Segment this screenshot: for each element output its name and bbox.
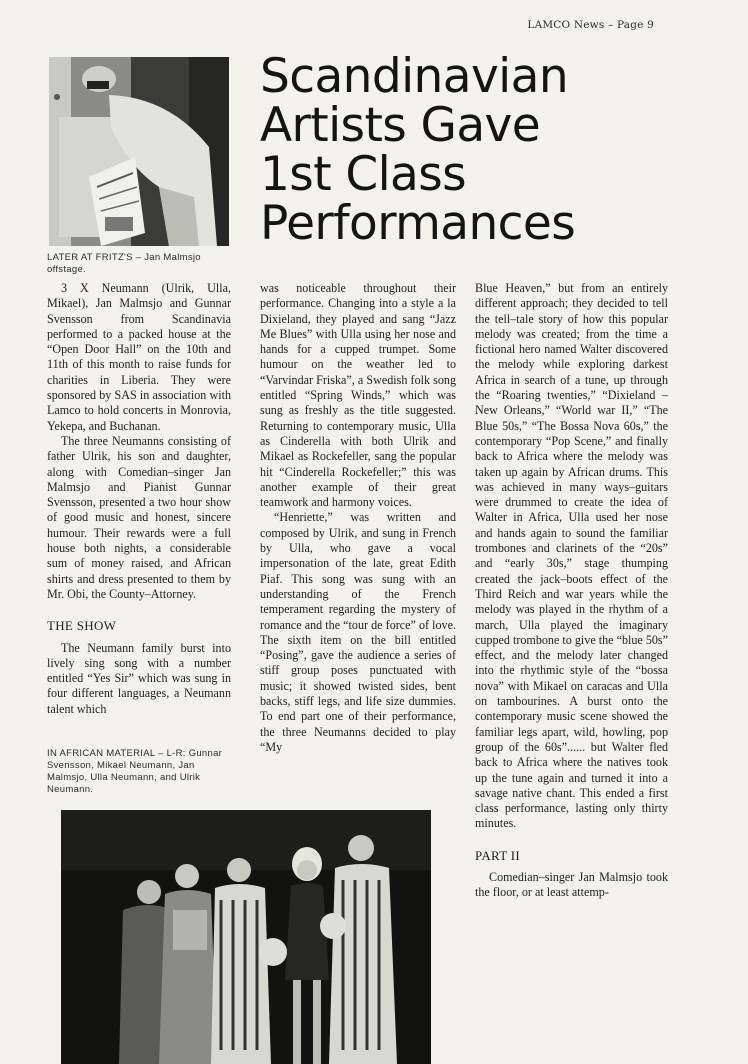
photo-caption-african-material: IN AFRICAN MATERIAL – L-R: Gunnar Svensson, Mikael Neumann, Jan Malmsjo, Ulla Neumann, and Ulrik Neumann. — [47, 748, 223, 795]
article-column-2 — [260, 281, 456, 755]
photo-caption-offstage: LATER AT FRITZ'S – Jan Malmsjo offstage. — [47, 252, 201, 275]
section-heading-part-ii: PART II — [475, 847, 521, 863]
paragraph: “Henriette,” was written and composed by Ulrik, and sung in French by Ulla, who gave a vocal impersonation of the late, great Edith Piaf. This song was sung with an understanding of the French temperament regarding the mystery of romance and the “tour de force” of love. The sixth item on the bill entitled “Posing”, gave the audience a series of stiff group poses punctuated with music; it showed twisted sides, bent backs, stiff legs, and life size dummies. To end part one of their performance, the three Neumanns decided to play “My — [260, 510, 456, 754]
headline-line-4: Performances — [260, 196, 576, 251]
headline — [260, 49, 630, 251]
photo-offstage — [49, 57, 229, 246]
headline-line-3: 1st Class — [260, 147, 467, 202]
paragraph: was noticeable throughout their performance. Changing into a style a la Dixieland, they played and sang “Jazz Me Blues” with Ulla using her nose and hands for a cupped trumpet. Some humour on the weather led to “Varvindar Friska”, a Swedish folk song entitled “Spring Winds,” which was sung as freshly as the title suggested. Returning to contemporary music, Ulla as Cinderella with both Ulrik and Mikael as Rockefeller, sang the popular hit “Cinderella Rockefeller;” this was another example of their great teamwork and harmony voices. — [260, 281, 456, 510]
running-head: LAMCO News – Page 9 — [527, 19, 654, 31]
paragraph: Blue Heaven,” but from an entirely different approach; they decided to tell the tell–tale story of how this popular melody was created; from the time a fictional hero named Walter discovered the melody while exploring darkest Africa in search of a tune, up through the “Roaring twenties,” “Dixieland – New Orleans,” “World war II,” “The Blue 50s,” “The Bossa Nova 60s,” the contemporary “Pop Scene,” and finally back to Africa where the melody was taken up again by African drums. This was achieved in many ways–guitars were drummed to create the idea of Walter in Africa, Ulla used her nose and hands again to sound the familiar trombones and clarinets of the “20s” and “early 30s,” stage thumping created the jack–boots effect of the Third Reich and war years while the melody was played in the rhythm of a march, Ulla played the imaginary cupped trombone to give the “blue 50s” effect, and the melody later changed into the rhythmic style of the “bossa nova” with Mikael on caracas and Ulla on tambourines. A burst onto the contemporary music scene showed the familiar legs apart, wild, howling, pop group of the 60s”...... but Walter fled back to Africa where the natives took up the tune again and turned it into a savage native chant. This ended a first class performance, lasting only thirty minutes. — [475, 281, 668, 831]
paragraph: The Neumann family burst into lively sing song with a number entitled “Yes Sir” which was sung in four different languages, a Neumann talent which — [47, 640, 231, 716]
article-column-1 — [47, 281, 231, 717]
photo-performers-stage — [61, 810, 431, 1064]
paragraph: Comedian–singer Jan Malmsjo took the floor, or at least attemp- — [475, 869, 668, 900]
paragraph: 3 X Neumann (Ulrik, Ulla, Mikael), Jan Malmsjo and Gunnar Svensson from Scandinavia performed to a packed house at the “Open Door Hall” on the 10th and 11th of this month to raise funds for charities in Liberia. They were sponsored by SAS in association with Lamco to hold concerts in Monrovia, Yekepa, and Buchanan. — [47, 281, 231, 433]
headline-line-2: Artists Gave — [260, 98, 541, 153]
section-heading-the-show: THE SHOW — [47, 618, 117, 634]
article-column-3 — [475, 281, 668, 901]
paragraph: The three Neumanns consisting of father Ulrik, his son and daughter, along with Comedian–singer Jan Malmsjo and Pianist Gunnar Svensson, presented a two hour show of good music and honest, sincere humour. Their rewards were a full house both nights, a considerable sum of money raised, and African shirts and dress presented to them by Mr. Obi, the County–Attorney. — [47, 433, 231, 601]
headline-line-1: Scandinavian — [260, 49, 569, 104]
